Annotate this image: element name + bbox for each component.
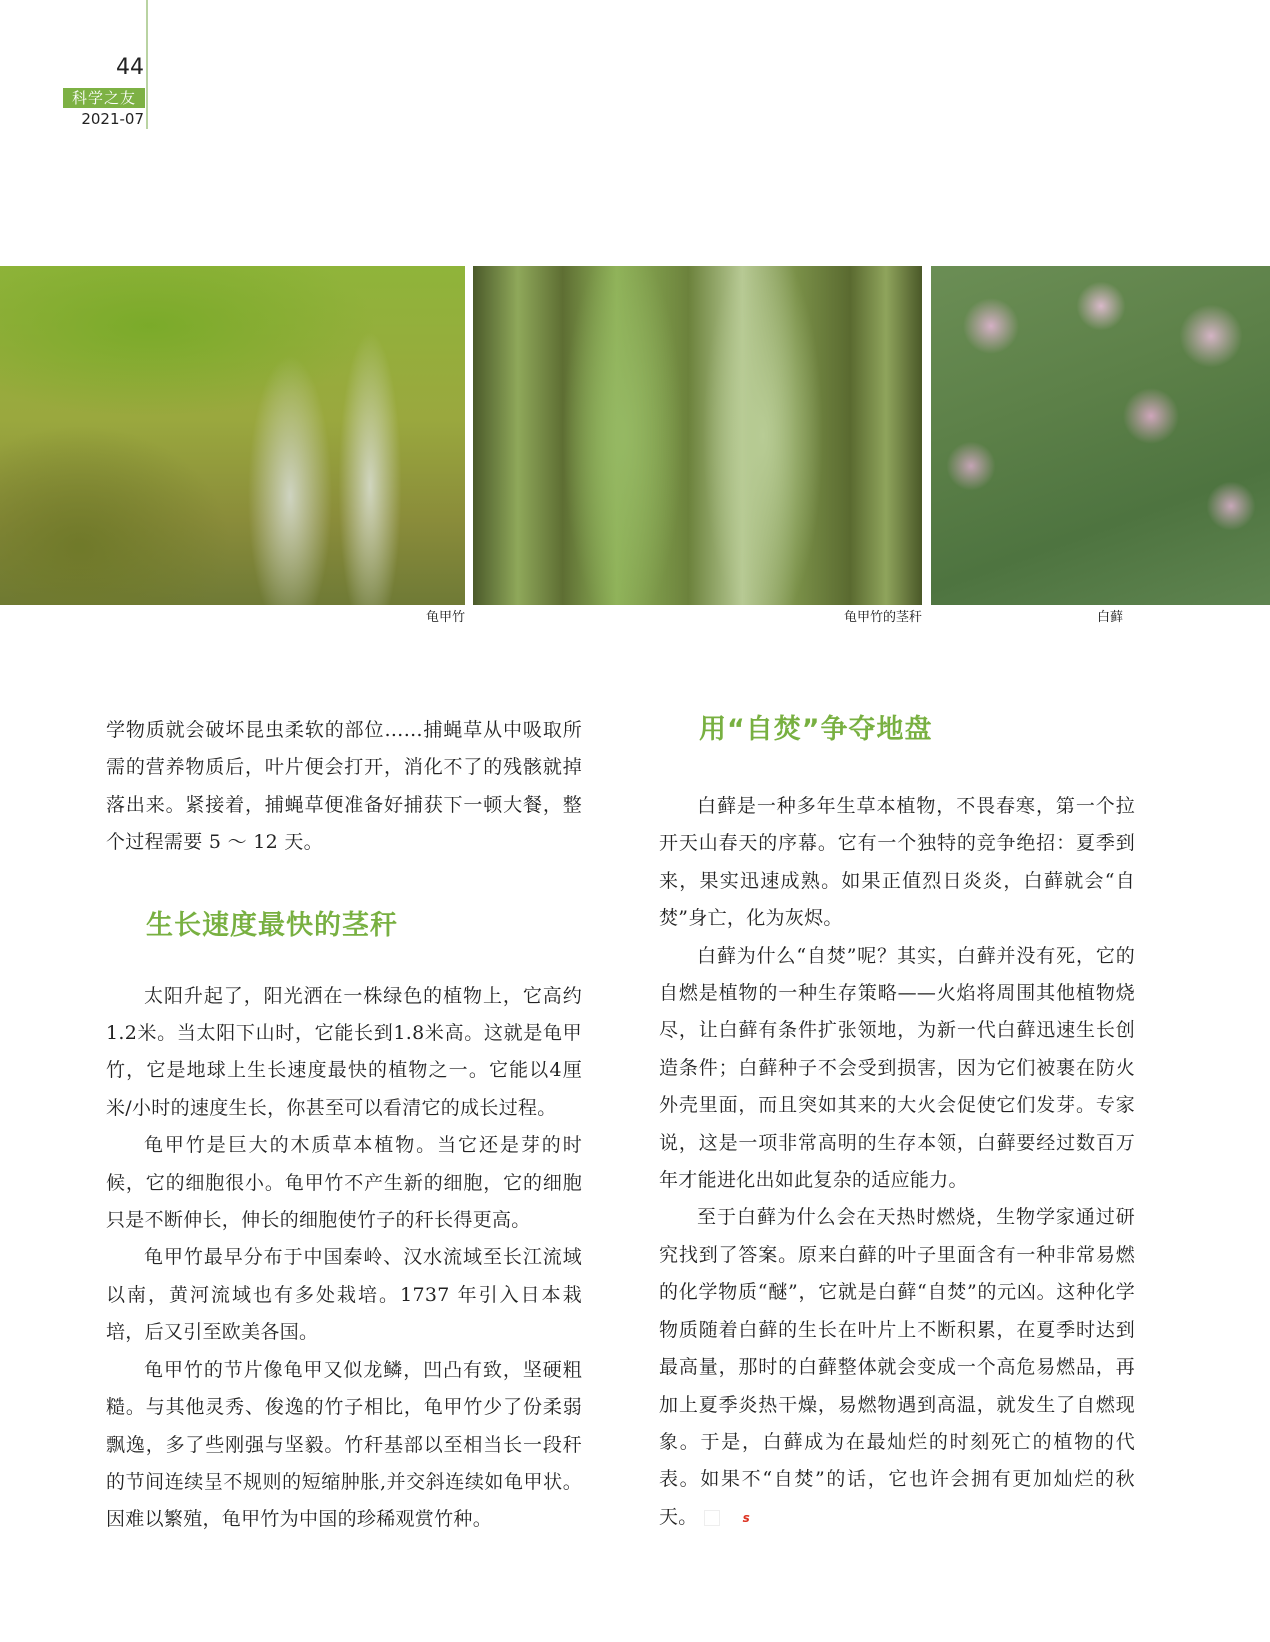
continued-paragraph: 学物质就会破坏昆虫柔软的部位……捕蝇草从中吸取所需的营养物质后，叶片便会打开，消化不了的残骸就掉落出来。紧接着，捕蝇草便准备好捕获下一顿大餐，整个过程需要 5 ～ 12 天。	[106, 719, 582, 854]
section-heading-fastest-stem: 生长速度最快的茎秆	[146, 909, 398, 941]
page-number: 44	[116, 55, 144, 80]
photo-caption-bamboo: 龟甲竹	[425, 610, 465, 625]
body-paragraph: 龟甲竹是巨大的木质草本植物。当它还是芽的时候，它的细胞很小。龟甲竹不产生新的细胞，它的细胞只是不断伸长，伸长的细胞使竹子的秆长得更高。	[106, 1134, 582, 1232]
body-paragraph-final	[659, 1199, 1135, 1536]
body-paragraph: 太阳升起了，阳光洒在一株绿色的植物上，它高约1.2米。当太阳下山时，它能长到1.8米高。这就是龟甲竹，它是地球上生长速度最快的植物之一。它能以4厘米/小时的速度生长，你甚至可以看清它的成长过程。	[106, 984, 582, 1119]
photo-caption-dictamnus: 白藓	[1096, 610, 1123, 625]
header-divider-line	[146, 0, 148, 129]
body-paragraph: 龟甲竹最早分布于中国秦岭、汉水流域至长江流域以南，黄河流域也有多处栽培。1737 年引入日本栽培，后又引至欧美各国。	[106, 1246, 582, 1344]
bamboo-culm-closeup-photo	[473, 266, 922, 605]
left-column	[106, 712, 582, 1539]
bamboo-grove-photo	[0, 266, 465, 605]
right-column	[659, 712, 1135, 1536]
body-paragraph: 白藓为什么“自焚”呢？其实，白藓并没有死，它的自燃是植物的一种生存策略——火焰将周围其他植物烧尽，让白藓有条件扩张领地，为新一代白藓迅速生长创造条件；白藓种子不会受到损害，因为它们被裹在防火外壳里面，而且突如其来的大火会促使它们发芽。专家说，这是一项非常高明的生存本领，白藓要经过数百万年才能进化出如此复杂的适应能力。	[659, 944, 1135, 1192]
dictamnus-flower-photo	[931, 266, 1270, 605]
final-paragraph-text: 至于白藓为什么会在天热时燃烧，生物学家通过研究找到了答案。原来白藓的叶子里面含有一种非常易燃的化学物质“醚”，它就是白藓“自焚”的元凶。这种化学物质随着白藓的生长在叶片上不断积累，在夏季时达到最高量，那时的白藓整体就会变成一个高危易燃品，再加上夏季炎热干燥，易燃物遇到高温，就发生了自燃现象。于是，白藓成为在最灿烂的时刻死亡的植物的代表。如果不“自焚”的话，它也许会拥有更加灿烂的秋天。	[659, 1206, 1135, 1528]
photo-caption-bamboo-culm: 龟甲竹的茎秆	[843, 610, 922, 625]
issue-date: 2021-07	[81, 110, 144, 128]
article-end-mark-icon: s	[704, 1510, 720, 1526]
magazine-name-tag: 科学之友	[63, 88, 145, 108]
body-paragraph: 龟甲竹的节片像龟甲又似龙鳞，凹凸有致，坚硬粗糙。与其他灵秀、俊逸的竹子相比，龟甲竹少了份柔弱飘逸，多了些刚强与坚毅。竹秆基部以至相当长一段秆的节间连续呈不规则的短缩肿胀,并交斜连续如龟甲状。因难以繁殖，龟甲竹为中国的珍稀观赏竹种。	[106, 1358, 582, 1531]
body-paragraph: 白藓是一种多年生草本植物，不畏春寒，第一个拉开天山春天的序幕。它有一个独特的竞争绝招：夏季到来，果实迅速成熟。如果正值烈日炎炎，白藓就会“自焚”身亡，化为灰烬。	[659, 795, 1135, 930]
section-heading-self-immolation: 用“自焚”争夺地盘	[699, 714, 933, 745]
